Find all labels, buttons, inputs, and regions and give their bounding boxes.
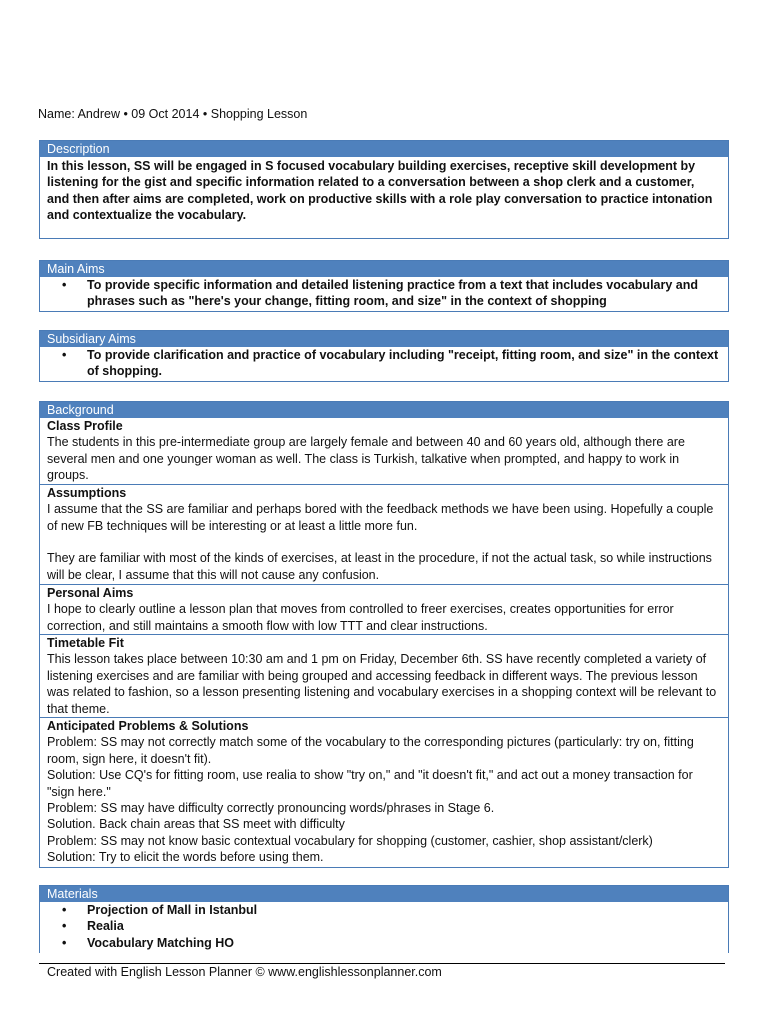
assumptions-text-2: They are familiar with most of the kinds of exercises, at least in the procedure, if not the actual task, so while instructions will be clear, I assume that this will not cause any confusion.	[47, 551, 712, 582]
solution-line: Solution. Back chain areas that SS meet with difficulty	[47, 817, 345, 832]
main-aims-title: Main Aims	[40, 261, 728, 277]
materials-title: Materials	[40, 886, 728, 902]
material-item	[40, 918, 728, 934]
assumptions-text-1: I assume that the SS are familiar and perhaps bored with the feedback methods we have been using. Hopefully a couple of new FB techniques will be interesting or at least a little more fun.	[47, 502, 714, 533]
subsidiary-aims-list	[40, 347, 728, 380]
bullet-icon: •	[62, 278, 67, 292]
subsidiary-aims-section	[39, 330, 729, 382]
materials-section	[39, 885, 729, 953]
material-text: Projection of Mall in Istanbul	[87, 903, 258, 917]
main-aims-section	[39, 260, 729, 312]
problem-line: Problem: SS may not correctly match some of the vocabulary to the corresponding pictures (particularly: try on, fitting room, sign here, it doesn't fit).	[47, 735, 694, 766]
assumptions-title: Assumptions	[47, 486, 127, 500]
materials-list	[40, 902, 728, 951]
description-text: In this lesson, SS will be engaged in S focused vocabulary building exercises, receptive skill development by listening for the gist and specific information related to a conversation between a shop clerk and a customer, and then after aims are completed, work on productive skills with a role play conversation to practice intonation and contextualize the vocabulary.	[47, 159, 713, 223]
personal-aims-text: I hope to clearly outline a lesson plan that moves from controlled to freer exercises, creates opportunities for error correction, and still maintains a smooth flow with low TTT and clear instructions.	[47, 602, 674, 633]
material-text: Realia	[87, 919, 124, 934]
subsidiary-aim-text: To provide clarification and practice of vocabulary including "receipt, fitting room, and size" in the context of shopping.	[87, 348, 719, 379]
subsidiary-aim-item	[40, 347, 728, 380]
problem-line: Problem: SS may not know basic contextual vocabulary for shopping (customer, cashier, shop assistant/clerk)	[47, 833, 653, 848]
problems-block	[40, 717, 728, 866]
description-section	[39, 140, 729, 239]
main-aim-item	[40, 277, 728, 310]
bullet-icon: •	[62, 903, 67, 917]
assumptions-block	[40, 484, 728, 584]
description-title: Description	[40, 141, 728, 157]
footer-divider	[39, 963, 725, 964]
material-text: Vocabulary Matching HO	[87, 935, 235, 950]
timetable-fit-title: Timetable Fit	[47, 636, 124, 650]
bullet-icon: •	[62, 348, 67, 362]
class-profile-block	[40, 418, 728, 484]
lesson-header: Name: Andrew • 09 Oct 2014 • Shopping Lesson	[38, 107, 308, 121]
personal-aims-title: Personal Aims	[47, 586, 134, 600]
footer-credit: Created with English Lesson Planner © www.englishlessonplanner.com	[47, 965, 442, 979]
timetable-fit-block	[40, 634, 728, 717]
background-title: Background	[40, 402, 728, 418]
subsidiary-aims-title: Subsidiary Aims	[40, 331, 728, 347]
problems-title: Anticipated Problems & Solutions	[47, 719, 249, 733]
bullet-icon: •	[62, 919, 67, 934]
material-item	[40, 935, 728, 951]
background-section	[39, 401, 729, 868]
solution-line: Solution: Try to elicit the words before using them.	[47, 850, 324, 865]
bullet-icon: •	[62, 935, 67, 950]
personal-aims-block	[40, 584, 728, 634]
problem-line: Problem: SS may have difficulty correctly pronouncing words/phrases in Stage 6.	[47, 801, 495, 816]
main-aim-text: To provide specific information and detailed listening practice from a text that includes vocabulary and phrases such as "here's your change, fitting room, and size" in the context of shopping	[87, 278, 699, 309]
main-aims-list	[40, 277, 728, 310]
material-item	[40, 902, 728, 918]
solution-line: Solution: Use CQ's for fitting room, use realia to show "try on," and "it doesn't fit," and act out a money transaction for "sign here."	[47, 768, 693, 799]
timetable-fit-text: This lesson takes place between 10:30 am and 1 pm on Friday, December 6th. SS have recently completed a variety of listening exercises and are familiar with being grouped and accessing feedback in different ways. The previous lesson was related to fashion, so a lesson presenting listening and vocabulary exercises in a shopping context will be relevant to that theme.	[47, 652, 717, 716]
class-profile-title: Class Profile	[47, 419, 123, 433]
class-profile-text: The students in this pre-intermediate group are largely female and between 40 and 60 years old, although there are several men and one younger woman as well. The class is Turkish, talkative when prompted, and happy to work in groups.	[47, 435, 685, 483]
